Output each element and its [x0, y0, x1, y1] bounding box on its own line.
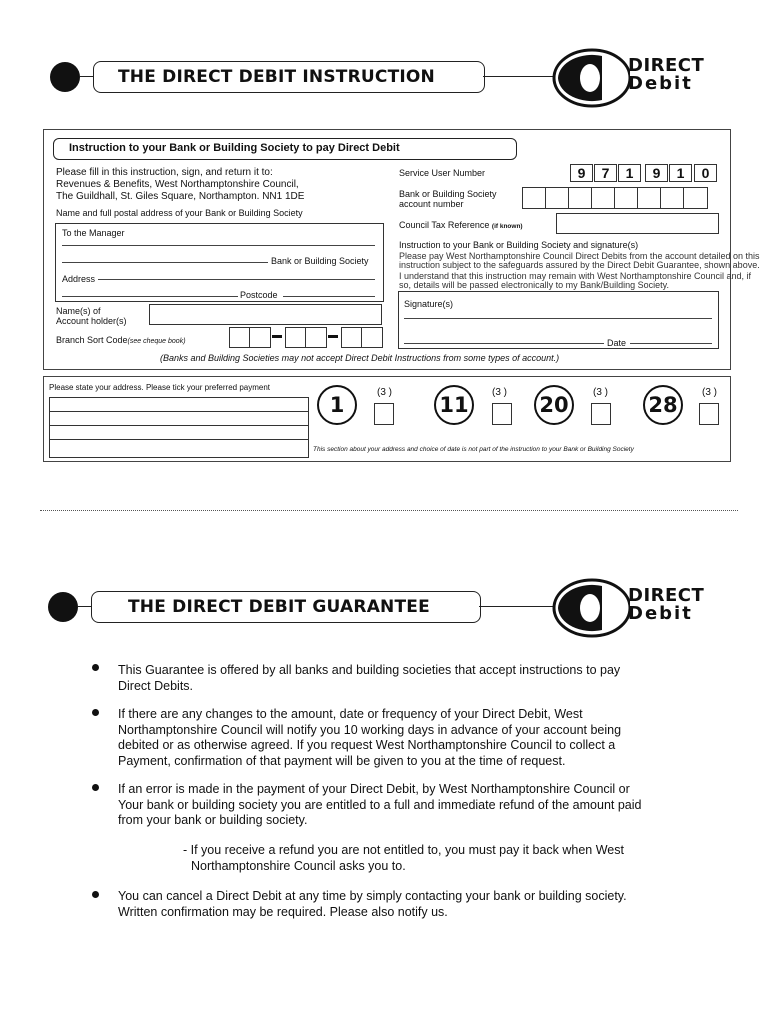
instruction-text-2: instruction subject to the safeguards assured by the Direct Debit Guarantee, shown above.	[399, 260, 760, 270]
guarantee-p1-line-1: This Guarantee is offered by all banks and building societies that accept instructions to pay	[118, 663, 621, 677]
instruction-heading: Instruction to your Bank or Building Society and signature(s)	[399, 240, 639, 250]
header-bullet-dot	[50, 62, 80, 92]
cut-line	[40, 510, 738, 511]
sort-code-label	[56, 335, 186, 345]
sort-code-label-text: Branch Sort Code	[56, 335, 128, 345]
fill-in-text-2: Revenues & Benefits, West Northamptonshire Council,	[56, 179, 299, 190]
guarantee-direct-debit-logo	[550, 578, 730, 638]
logo-debit-text: Debit	[628, 73, 693, 94]
council-tax-label	[399, 220, 523, 230]
bank-society-label: Bank or Building Society	[271, 256, 369, 266]
service-user-digit-1: 9	[570, 164, 593, 182]
sort-code-box-3[interactable]	[285, 327, 307, 348]
payment-day-1-count: (3 )	[377, 387, 392, 398]
guarantee-p4-line-2: Written confirmation may be required. Please also notify us.	[118, 904, 448, 919]
address-label: Address	[62, 274, 96, 284]
guarantee-logo-debit-text: Debit	[628, 603, 693, 624]
instruction-text-4: so, details will be passed electronically to my Bank/Building Society.	[399, 280, 669, 290]
account-number-label-2: account number	[399, 199, 464, 209]
instruction-title: THE DIRECT DEBIT INSTRUCTION	[118, 67, 435, 87]
account-number-box-6[interactable]	[637, 187, 662, 209]
sort-code-note: (see cheque book)	[127, 338, 186, 345]
guarantee-p2-line-1: If there are any changes to the amount, date or frequency of your Direct Debit, West	[118, 707, 583, 721]
date-line-right[interactable]	[630, 343, 712, 344]
guarantee-title: THE DIRECT DEBIT GUARANTEE	[128, 597, 430, 617]
account-holder-label-1: Name(s) of	[56, 306, 101, 316]
payment-day-20: 20	[534, 385, 574, 425]
manager-line[interactable]	[62, 245, 375, 246]
address-line[interactable]	[98, 279, 375, 280]
header-rule-left	[80, 76, 93, 77]
payment-day-1: 1	[317, 385, 357, 425]
guarantee-p1-line-2: Direct Debits.	[118, 678, 194, 693]
bank-address-label: Name and full postal address of your Bank or Building Society	[56, 208, 303, 218]
guarantee-sub-paragraph	[183, 843, 723, 874]
sort-code-box-2[interactable]	[249, 327, 271, 348]
logo-direct-text: DIRECT	[628, 55, 705, 76]
fill-in-text-1: Please fill in this instruction, sign, and return it to:	[56, 167, 273, 178]
account-number-label-1: Bank or Building Society	[399, 189, 497, 199]
service-user-digit-3: 1	[618, 164, 641, 182]
signature-label: Signature(s)	[404, 299, 454, 309]
payment-day-28: 28	[643, 385, 683, 425]
guarantee-p3-line-3: from your bank or building society.	[118, 813, 308, 827]
payment-day-20-count: (3 )	[593, 387, 608, 398]
direct-debit-logo-icon	[550, 48, 630, 108]
direct-debit-logo	[550, 48, 730, 108]
sort-code-dash-1	[272, 335, 282, 338]
guarantee-bullet-4	[92, 891, 99, 898]
postcode-line[interactable]	[283, 296, 375, 297]
guarantee-bullet-1	[92, 664, 99, 671]
guarantee-sub-line-1: - If you receive a refund you are not entitled to, you must pay it back when West	[183, 843, 624, 857]
date-line-left[interactable]	[404, 343, 604, 344]
sort-code-box-6[interactable]	[361, 327, 383, 348]
account-number-box-7[interactable]	[660, 187, 685, 209]
guarantee-paragraph-4	[118, 889, 718, 920]
service-user-digit-2: 7	[594, 164, 617, 182]
guarantee-p2-line-4: Payment, confirmation of that payment will be given to you at the time of request.	[118, 753, 566, 768]
guarantee-logo-direct-text: DIRECT	[628, 585, 705, 606]
sort-code-dash-2	[328, 335, 338, 338]
header-rule	[483, 76, 553, 77]
sort-code-box-5[interactable]	[341, 327, 363, 348]
instruction-text-1: Please pay West Northamptonshire Council Direct Debits from the account detailed on this	[399, 251, 760, 261]
guarantee-bullet-dot	[48, 592, 78, 622]
guarantee-rule-left	[78, 606, 91, 607]
guarantee-p3-line-1: If an error is made in the payment of your Direct Debit, by West Northamptonshire Council or	[118, 782, 630, 796]
payment-day-1-checkbox[interactable]	[374, 403, 394, 425]
guarantee-sub-line-2: Northamptonshire Council asks you to.	[191, 858, 406, 873]
form-footer-note: (Banks and Building Societies may not accept Direct Debit Instructions from some types of account.)	[160, 353, 560, 363]
account-holder-label-2: Account holder(s)	[56, 316, 127, 326]
service-user-digit-6: 0	[694, 164, 717, 182]
fill-in-text-3: The Guildhall, St. Giles Square, Northampton. NN1 1DE	[56, 191, 305, 202]
account-number-box-2[interactable]	[545, 187, 570, 209]
payment-day-11: 11	[434, 385, 474, 425]
council-tax-input[interactable]	[556, 213, 719, 234]
payment-section-note: This section about your address and choice of date is not part of the instruction to your Bank or Building Society	[313, 446, 634, 453]
guarantee-paragraph-3	[118, 782, 718, 829]
guarantee-paragraph-1	[118, 663, 718, 694]
guarantee-p3-line-2: Your bank or building society you are entitled to a full and immediate refund of the amount paid	[118, 797, 642, 812]
address-row-4[interactable]	[49, 439, 309, 458]
guarantee-rule	[479, 606, 553, 607]
guarantee-bullet-2	[92, 709, 99, 716]
payment-day-28-checkbox[interactable]	[699, 403, 719, 425]
account-number-box-3[interactable]	[568, 187, 593, 209]
council-tax-label-text: Council Tax Reference	[399, 220, 490, 230]
account-number-box-5[interactable]	[614, 187, 639, 209]
account-holder-input[interactable]	[149, 304, 382, 325]
guarantee-p2-line-2: Northamptonshire Council will notify you 10 working days in advance of your account being	[118, 722, 622, 737]
instruction-text-3: I understand that this instruction may remain with West Northamptonshire Council and, if	[399, 271, 751, 281]
council-tax-note: (if known)	[491, 223, 523, 230]
account-number-box-1[interactable]	[522, 187, 547, 209]
sort-code-box-1[interactable]	[229, 327, 251, 348]
guarantee-p4-line-1: You can cancel a Direct Debit at any time by simply contacting your bank or building society.	[118, 889, 627, 903]
guarantee-p2-line-3: debited or as otherwise agreed. If you request West Northamptonshire Council to collect a	[118, 738, 616, 752]
account-number-box-4[interactable]	[591, 187, 616, 209]
address-line-2[interactable]	[62, 296, 238, 297]
payment-day-11-count: (3 )	[492, 387, 507, 398]
date-label: Date	[607, 338, 627, 348]
service-user-digit-5: 1	[669, 164, 692, 182]
address-prompt: Please state your address. Please tick your preferred payment	[49, 383, 270, 392]
sort-code-box-4[interactable]	[305, 327, 327, 348]
signature-line[interactable]	[404, 318, 712, 319]
bank-society-line[interactable]	[62, 262, 268, 263]
payment-day-28-count: (3 )	[702, 387, 717, 398]
postcode-label: Postcode	[240, 290, 278, 300]
payment-day-11-checkbox[interactable]	[492, 403, 512, 425]
guarantee-direct-debit-logo-icon	[550, 578, 630, 638]
account-number-box-8[interactable]	[683, 187, 708, 209]
to-the-manager-label: To the Manager	[62, 228, 125, 238]
service-user-digit-4: 9	[645, 164, 668, 182]
guarantee-paragraph-2	[118, 707, 718, 769]
form-section-title: Instruction to your Bank or Building Society to pay Direct Debit	[69, 142, 400, 154]
payment-day-20-checkbox[interactable]	[591, 403, 611, 425]
guarantee-bullet-3	[92, 784, 99, 791]
service-user-label: Service User Number	[399, 168, 486, 178]
